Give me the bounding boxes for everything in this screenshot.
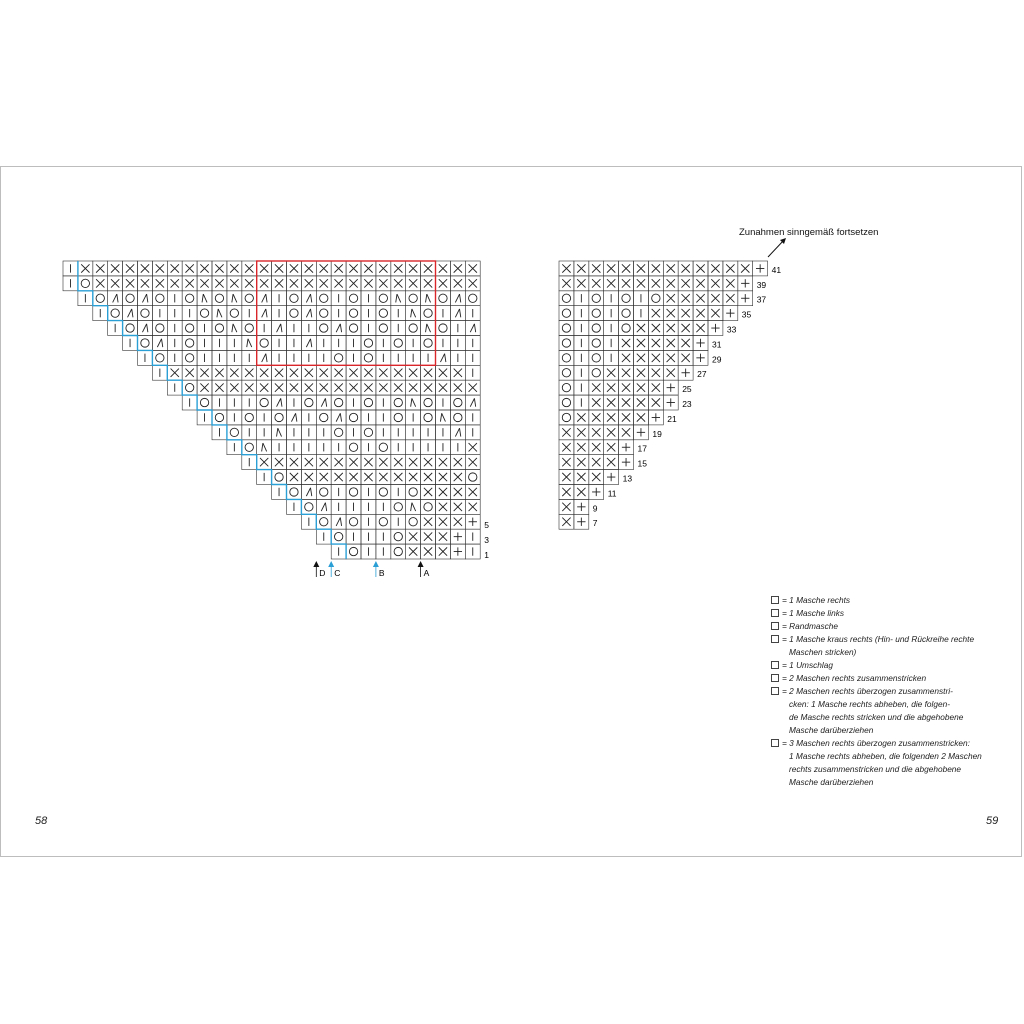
stitch-cell [316, 306, 331, 321]
row-number-right: 37 [756, 294, 767, 305]
row-number-right: 21 [667, 413, 677, 424]
stitch-cell [242, 410, 257, 425]
row-number-left: 3 [484, 535, 489, 546]
row-number-right: 41 [771, 264, 782, 275]
repeat-marker-label: B [378, 568, 385, 578]
stitch-cell [648, 291, 663, 306]
row-number-right: 17 [637, 443, 647, 454]
stitch-cell [465, 470, 480, 485]
stitch-cell [182, 291, 197, 306]
legend-item [771, 633, 991, 646]
legend-item [771, 737, 991, 750]
knit-stitch-icon [771, 596, 779, 604]
row-number-right: 13 [622, 473, 633, 484]
legend-item [771, 672, 991, 685]
legend-text: = 1 Masche links [782, 608, 845, 618]
repeat-marker-label: D [319, 568, 326, 578]
stitch-cell [287, 291, 302, 306]
stitch-cell [346, 544, 361, 559]
stitch-cell [227, 306, 242, 321]
stitch-cell [436, 291, 451, 306]
stitch-cell [361, 350, 376, 365]
legend-text: = 1 Masche kraus rechts (Hin- und Rückreihe rechte [782, 634, 975, 644]
stitch-cell [93, 291, 108, 306]
row-number-right: 31 [712, 339, 722, 350]
row-number-right: 25 [682, 384, 692, 395]
stitch-cell [421, 395, 436, 410]
stitch-cell [182, 336, 197, 351]
stitch-cell [242, 291, 257, 306]
stitch-cell [257, 395, 272, 410]
symbol-legend [771, 594, 991, 789]
stitch-cell [287, 306, 302, 321]
row-number-right: 9 [592, 503, 598, 514]
stitch-cell [406, 485, 421, 500]
row-number-right: 33 [726, 324, 737, 335]
stitch-cell [316, 291, 331, 306]
stitch-cell [138, 306, 153, 321]
stitch-cell [376, 440, 391, 455]
legend-text-continued: Masche darüberziehen [789, 725, 874, 735]
stitch-cell [152, 321, 167, 336]
stitch-cell [391, 499, 406, 514]
legend-text-continued: Masche darüberziehen [789, 777, 874, 787]
stitch-cell [421, 499, 436, 514]
row-number-right: 15 [637, 458, 647, 469]
stitch-cell [346, 514, 361, 529]
stitch-cell [346, 321, 361, 336]
row-number-right: 27 [697, 369, 707, 380]
stitch-cell [421, 291, 436, 306]
legend-text-continued: Maschen stricken) [789, 647, 857, 657]
stitch-cell [559, 291, 574, 306]
stitch-cell [391, 336, 406, 351]
stitch-cell [212, 291, 227, 306]
stitch-cell [559, 380, 574, 395]
legend-item [771, 594, 991, 607]
stitch-cell [376, 321, 391, 336]
legend-text: = Randmasche [782, 621, 839, 631]
stitch-cell [376, 514, 391, 529]
stitch-cell [331, 425, 346, 440]
stitch-cell [391, 291, 406, 306]
stitch-cell [376, 291, 391, 306]
legend-text: = 3 Maschen rechts überzogen zusammenstricken: [782, 738, 970, 748]
stitch-cell [197, 291, 212, 306]
purl-stitch-icon [771, 609, 779, 617]
stitch-cell [331, 395, 346, 410]
stitch-cell [272, 425, 287, 440]
yarn-over-icon [771, 661, 779, 669]
stitch-cell [406, 306, 421, 321]
sk2p-icon [771, 739, 779, 747]
stitch-cell [619, 291, 634, 306]
stitch-cell [619, 321, 634, 336]
stitch-cell [421, 306, 436, 321]
stitch-cell [421, 321, 436, 336]
chart-right-grid [559, 261, 768, 529]
continue-increases-note: Zunahmen sinngemäß fortsetzen [739, 227, 879, 238]
legend-text: = 2 Maschen rechts überzogen zusammenstri- [782, 686, 953, 696]
stitch-cell [559, 410, 574, 425]
stitch-cell [391, 410, 406, 425]
stitch-cell [346, 291, 361, 306]
stitch-cell [212, 321, 227, 336]
repeat-marker-arrow [418, 561, 424, 567]
stitch-cell [346, 440, 361, 455]
stitch-cell [406, 499, 421, 514]
stitch-cell [450, 395, 465, 410]
stitch-cell [272, 410, 287, 425]
legend-text-continued: cken: 1 Masche rechts abheben, die folgen- [789, 699, 950, 709]
stitch-cell [257, 440, 272, 455]
stitch-cell [346, 410, 361, 425]
stitch-cell [212, 306, 227, 321]
row-number-right: 11 [607, 488, 617, 499]
legend-text-continued: 1 Masche rechts abheben, die folgenden 2 Maschen [789, 751, 982, 761]
stitch-cell [589, 306, 604, 321]
stitch-cell [227, 425, 242, 440]
stitch-cell [450, 410, 465, 425]
stitch-cell [346, 485, 361, 500]
stitch-cell [559, 350, 574, 365]
stitch-cell [421, 410, 436, 425]
stitch-cell [152, 291, 167, 306]
stitch-cell [406, 291, 421, 306]
stitch-cell [559, 365, 574, 380]
legend-item [771, 685, 991, 698]
legend-text-continued: de Masche rechts stricken und die abgehobene [789, 712, 964, 722]
legend-text-continued: rechts zusammenstricken und die abgehobene [789, 764, 962, 774]
stitch-cell [361, 425, 376, 440]
stitch-cell [361, 395, 376, 410]
stitch-cell [227, 321, 242, 336]
legend-text: = 1 Umschlag [782, 660, 833, 670]
stitch-cell [619, 306, 634, 321]
stitch-cell [301, 499, 316, 514]
row-number-left: 5 [484, 520, 489, 531]
stitch-cell [436, 410, 451, 425]
stitch-cell [559, 306, 574, 321]
row-number-right: 7 [592, 518, 598, 529]
repeat-marker-label: C [334, 568, 341, 578]
stitch-cell [316, 410, 331, 425]
stitch-cell [331, 350, 346, 365]
legend-item [771, 659, 991, 672]
repeat-marker-arrow [313, 561, 319, 567]
stitch-cell [316, 321, 331, 336]
stitch-cell [376, 485, 391, 500]
stitch-cell [138, 336, 153, 351]
stitch-cell [78, 276, 93, 291]
legend-text: = 2 Maschen rechts zusammenstricken [782, 673, 927, 683]
stitch-cell [152, 350, 167, 365]
legend-item [771, 620, 991, 633]
stitch-cell [589, 350, 604, 365]
k2tog-icon [771, 674, 779, 682]
stitch-cell [316, 514, 331, 529]
stitch-cell [361, 336, 376, 351]
stitch-cell [287, 485, 302, 500]
stitch-cell [376, 306, 391, 321]
row-number-right: 19 [652, 428, 662, 439]
stitch-cell [197, 306, 212, 321]
page-number-left: 58 [35, 815, 48, 827]
stitch-cell [559, 321, 574, 336]
note-arrow [768, 240, 784, 257]
stitch-cell [257, 336, 272, 351]
skp-icon [771, 687, 779, 695]
stitch-cell [182, 380, 197, 395]
stitch-cell [346, 306, 361, 321]
stitch-cell [559, 336, 574, 351]
legend-item [771, 607, 991, 620]
stitch-cell [589, 291, 604, 306]
row-number-right: 29 [712, 354, 722, 365]
stitch-cell [391, 544, 406, 559]
stitch-cell [589, 365, 604, 380]
stitch-cell [436, 321, 451, 336]
row-number-right: 23 [682, 399, 692, 409]
stitch-cell [316, 485, 331, 500]
stitch-cell [589, 336, 604, 351]
stitch-cell [589, 321, 604, 336]
stitch-cell [212, 410, 227, 425]
stitch-cell [242, 336, 257, 351]
garter-stitch-icon [771, 635, 779, 643]
stitch-cell [197, 395, 212, 410]
stitch-cell [108, 306, 123, 321]
stitch-cell [182, 350, 197, 365]
stitch-cell [559, 395, 574, 410]
stitch-cell [272, 470, 287, 485]
row-number-right: 35 [741, 309, 752, 320]
stitch-cell [406, 514, 421, 529]
chart-left-grid [63, 261, 480, 559]
page-number-right: 59 [986, 815, 999, 827]
legend-text: = 1 Masche rechts [782, 595, 851, 605]
edge-stitch-icon [771, 622, 779, 630]
stitch-cell [123, 321, 138, 336]
stitch-cell [123, 291, 138, 306]
stitch-cell [406, 395, 421, 410]
stitch-cell [406, 321, 421, 336]
stitch-cell [242, 321, 257, 336]
stitch-cell [421, 336, 436, 351]
stitch-cell [465, 291, 480, 306]
stitch-cell [227, 291, 242, 306]
row-number-right: 39 [756, 279, 767, 290]
stitch-cell [331, 529, 346, 544]
stitch-cell [391, 395, 406, 410]
stitch-cell [182, 321, 197, 336]
repeat-marker-arrow [373, 561, 379, 567]
repeat-marker-label: A [423, 568, 430, 578]
stitch-cell [242, 440, 257, 455]
repeat-marker-arrow [328, 561, 334, 567]
row-number-left: 1 [484, 550, 489, 560]
stitch-cell [391, 529, 406, 544]
stitch-cell [301, 395, 316, 410]
